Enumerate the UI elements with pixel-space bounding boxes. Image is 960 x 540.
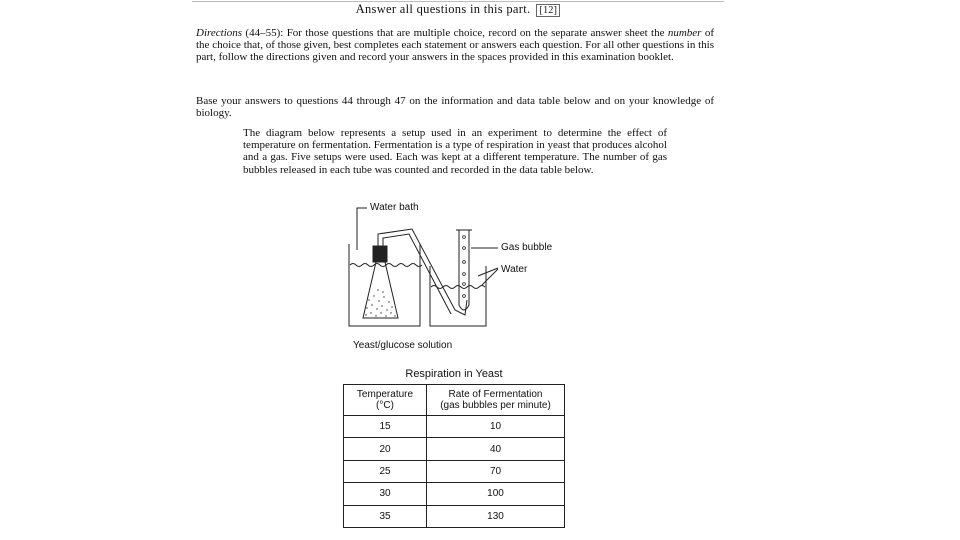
column-header-line: Rate of Fermentation — [448, 389, 543, 400]
directions-emphasis: number — [667, 27, 702, 39]
points-badge: [12] — [536, 4, 560, 17]
table-row — [344, 416, 565, 438]
rate-cell: 70 — [427, 460, 565, 482]
temperature-cell: 30 — [344, 483, 427, 505]
solution-label: Yeast/glucose solution — [353, 340, 453, 351]
directions-range: (44–55): — [245, 27, 284, 39]
table-header-row — [344, 385, 565, 416]
data-table — [343, 384, 565, 528]
collection-tube — [459, 230, 469, 310]
rate-cell: 40 — [427, 438, 565, 460]
directions-text-a: For those questions that are multiple choice, record on the separate answer sheet the — [283, 27, 668, 39]
water-bath-leader — [357, 208, 367, 250]
water-bath-label: Water bath — [370, 202, 419, 213]
delivery-tube-outer — [378, 229, 467, 315]
column-header-unit: (°C) — [376, 400, 394, 411]
table-row — [344, 438, 565, 460]
directions-text-b: of the choice that, of those given, best completes each statement or answers each question. For all other questions in this part, follow the directions given and record your answers in the spaces provided in this examination booklet. — [196, 27, 714, 64]
temperature-cell: 15 — [344, 416, 427, 438]
right-water-bath — [430, 266, 486, 326]
rate-cell: 100 — [427, 483, 565, 505]
table-row — [344, 460, 565, 482]
part-header-title: Answer all questions in this part. — [355, 2, 531, 16]
water-label: Water — [501, 264, 528, 275]
column-header — [344, 385, 427, 416]
directions-label: Directions — [196, 27, 243, 39]
column-header — [427, 385, 565, 416]
column-header-unit: (gas bubbles per minute) — [440, 400, 551, 411]
right-water-surface — [431, 286, 485, 289]
rate-cell: 130 — [427, 505, 565, 527]
stopper — [373, 246, 387, 262]
temperature-cell: 35 — [344, 505, 427, 527]
table-row — [344, 483, 565, 505]
yeast-solution-dots — [365, 289, 395, 316]
flask — [363, 262, 398, 318]
table-row — [344, 505, 565, 527]
rate-cell: 10 — [427, 416, 565, 438]
temperature-cell: 20 — [344, 438, 427, 460]
delivery-tube-inner — [383, 234, 451, 314]
column-header-line: Temperature — [356, 389, 414, 400]
base-answers-paragraph: Base your answers to questions 44 through 47 on the information and data table below and on your knowledge of biology. — [196, 95, 714, 120]
experiment-description: The diagram below represents a setup used in an experiment to determine the effect of temperature on fermentation. Fermentation is a type of respiration in yeast that produces alcohol and a gas. Five setups were used. Each was kept at a different temperature. The number of gas bubbles released in each tube was counted and recorded in the data table below. — [243, 127, 667, 176]
table-title: Respiration in Yeast — [405, 368, 503, 380]
temperature-cell: 25 — [344, 460, 427, 482]
gas-bubble-label: Gas bubble — [501, 242, 553, 253]
